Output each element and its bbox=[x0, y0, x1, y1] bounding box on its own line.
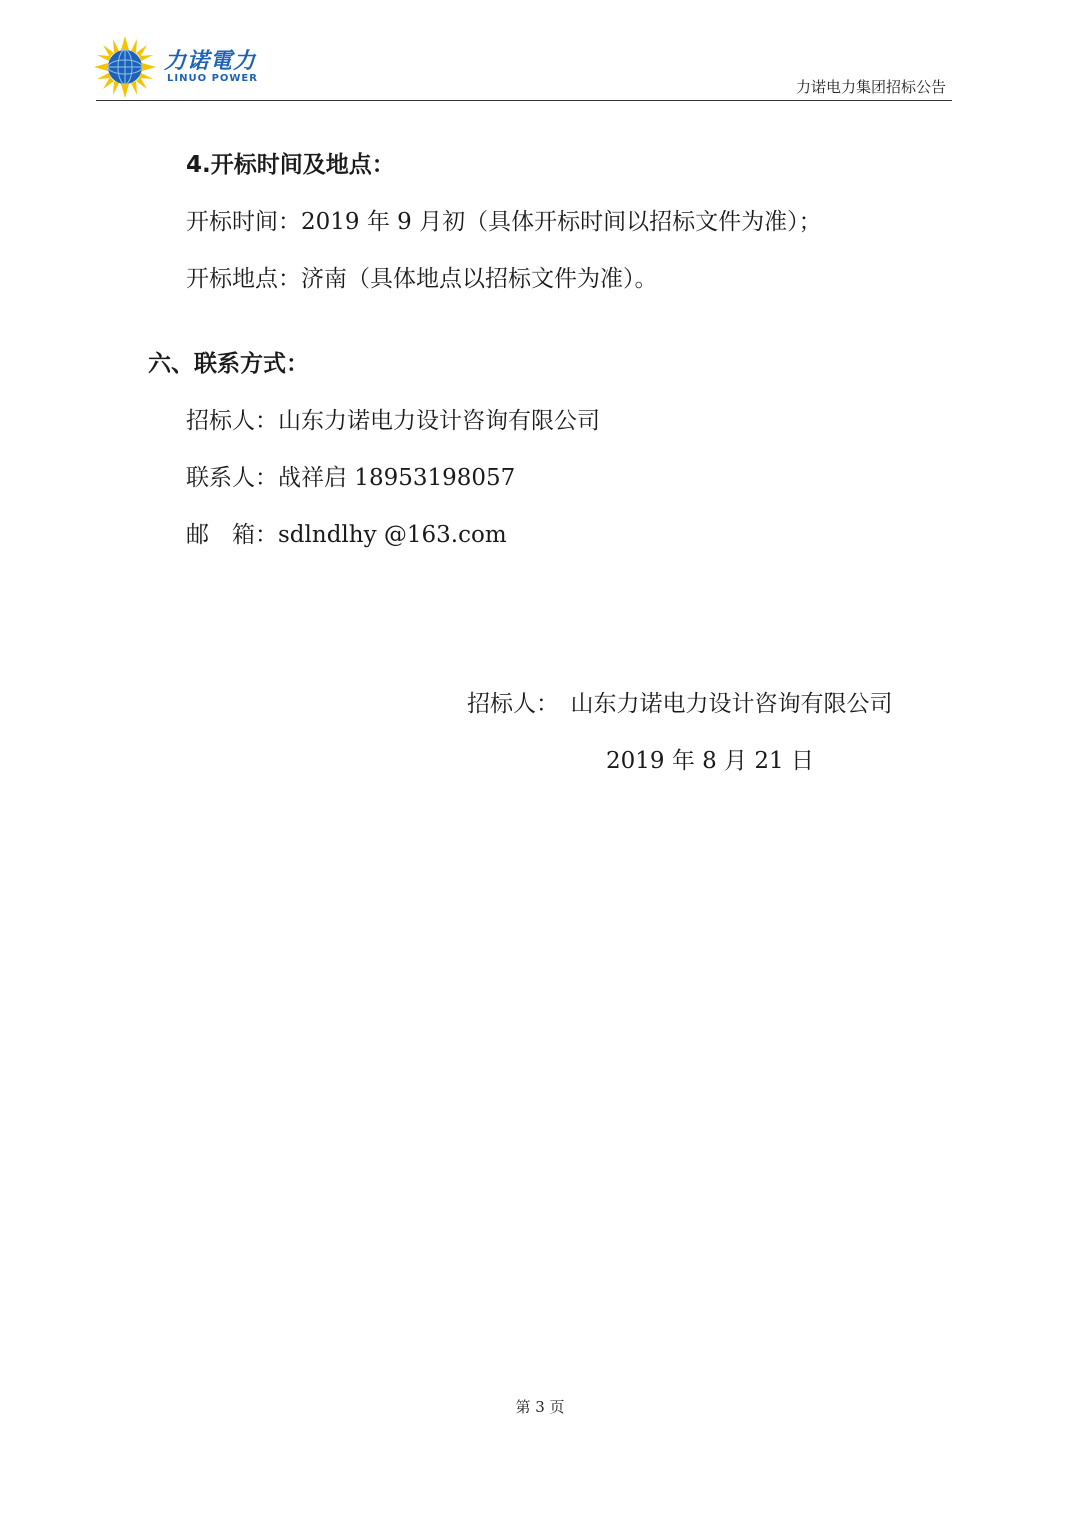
page-number: 第 3 页 bbox=[515, 1398, 565, 1416]
header-title: 力诺电力集团招标公告 bbox=[795, 78, 946, 96]
signature-date: 2019 年 8 月 21 日 bbox=[606, 748, 814, 774]
header-divider bbox=[96, 100, 952, 101]
signature-tenderer: 招标人： 山东力诺电力设计咨询有限公司 bbox=[467, 691, 893, 717]
logo-english-text: LINUO POWER bbox=[167, 73, 258, 84]
sun-globe-icon bbox=[94, 36, 156, 98]
contact-person: 联系人：战祥启 18953198057 bbox=[186, 465, 516, 491]
contact-tenderer: 招标人：山东力诺电力设计咨询有限公司 bbox=[186, 408, 600, 434]
company-logo bbox=[94, 36, 264, 96]
contact-email: 邮 箱：sdlndlhy @163.com bbox=[186, 522, 507, 548]
bid-opening-time: 开标时间：2019 年 9 月初（具体开标时间以招标文件为准）； bbox=[186, 209, 822, 235]
logo-chinese-text: 力诺電力 bbox=[164, 49, 257, 74]
section-4-heading: 4.开标时间及地点： bbox=[186, 152, 395, 178]
bid-opening-place: 开标地点：济南（具体地点以招标文件为准）。 bbox=[186, 266, 658, 292]
section-6-heading: 六、联系方式： bbox=[148, 351, 309, 377]
